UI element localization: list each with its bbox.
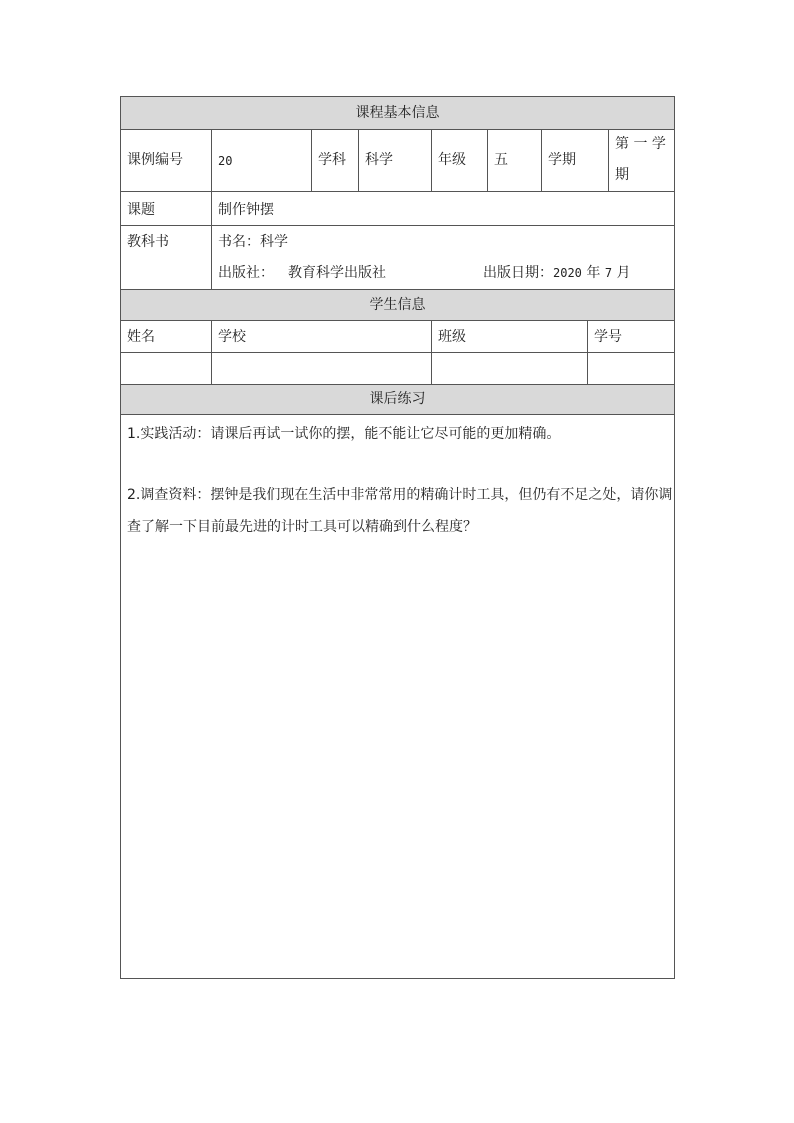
textbook-label: 教科书 [127, 234, 169, 250]
book-name: 书名：科学 [218, 234, 288, 250]
homework-item-2-line-2: 查了解一下目前最先进的计时工具可以精确到什么程度？ [127, 519, 477, 535]
pub-month-unit: 月 [616, 265, 631, 281]
student-id-label: 学号 [594, 329, 622, 345]
divider [608, 129, 609, 191]
divider [311, 129, 312, 191]
term-value-line2: 期 [615, 167, 629, 183]
section-header-course [121, 97, 674, 129]
topic-value: 制作钟摆 [218, 202, 274, 218]
section-title-course: 课程基本信息 [355, 105, 440, 121]
subject-label: 学科 [318, 152, 346, 168]
divider [121, 225, 674, 226]
divider [121, 129, 674, 130]
homework-item-1: 1.实践活动：请课后再试一试你的摆，能不能让它尽可能的更加精确。 [127, 426, 561, 442]
term-label: 学期 [548, 152, 576, 168]
homework-item-2-line-1: 2.调查资料：摆钟是我们现在生活中非常常用的精确计时工具，但仍有不足之处，请你调 [127, 487, 673, 503]
course-form-table [120, 96, 675, 979]
case-number-value: 20 [218, 154, 233, 168]
divider [487, 129, 488, 191]
pub-date-label: 出版日期： [483, 265, 553, 281]
pub-year-unit: 年 [586, 265, 601, 281]
student-name-field[interactable] [121, 353, 211, 384]
student-school-field[interactable] [212, 353, 431, 384]
publication-date [483, 263, 631, 283]
divider [211, 191, 212, 289]
pub-month: 7 [604, 266, 613, 280]
case-number-label: 课例编号 [127, 152, 183, 168]
section-title-homework: 课后练习 [369, 391, 426, 407]
divider [431, 129, 432, 191]
divider [211, 129, 212, 191]
subject-value: 科学 [365, 152, 393, 168]
divider [358, 129, 359, 191]
divider [121, 320, 674, 321]
section-header-homework [121, 385, 674, 414]
pub-year: 2020 [553, 266, 582, 280]
divider [121, 191, 674, 192]
section-header-student [121, 290, 674, 320]
name-label: 姓名 [127, 329, 155, 345]
publisher-value: 教育科学出版社 [288, 265, 386, 281]
class-label: 班级 [438, 329, 466, 345]
grade-value: 五 [494, 152, 508, 168]
topic-label: 课题 [127, 202, 155, 218]
student-class-field[interactable] [432, 353, 587, 384]
term-value-line1: 第 一 学 [615, 136, 666, 152]
divider [541, 129, 542, 191]
divider [121, 414, 674, 415]
grade-label: 年级 [438, 152, 466, 168]
student-id-field[interactable] [588, 353, 674, 384]
section-title-student: 学生信息 [369, 297, 426, 313]
publisher-label: 出版社： [218, 265, 274, 281]
school-label: 学校 [218, 329, 246, 345]
